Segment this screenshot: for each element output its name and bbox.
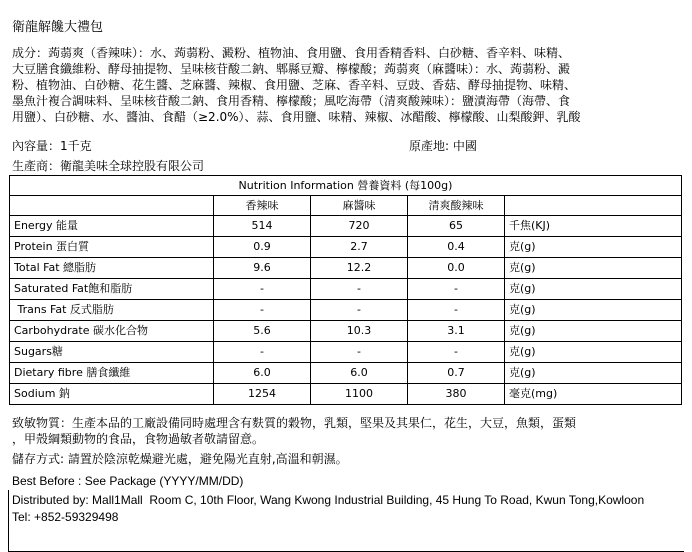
telephone: Tel: +852-59329498 [12, 510, 119, 524]
nutrient-unit: 克(g) [505, 321, 682, 342]
net-content: 內容量：1千克 [12, 139, 92, 153]
nutrient-label: Trans Fat 反式脂肪 [10, 300, 214, 321]
nutrient-value: - [311, 300, 408, 321]
allergen-notice [12, 415, 682, 447]
nutrient-value: 1100 [311, 384, 408, 405]
nutrient-row [10, 321, 682, 342]
nutrient-value: - [408, 342, 505, 363]
nutrient-value: - [408, 300, 505, 321]
country-of-origin: 原產地: 中國 [409, 139, 477, 153]
nutrient-row [10, 216, 682, 237]
nutrient-label: Dietary fibre 膳食纖維 [10, 363, 214, 384]
nutrient-row [10, 300, 682, 321]
nutrition-title-row [10, 176, 682, 196]
nutrient-value: 6.0 [214, 363, 311, 384]
nutrient-unit: 克(g) [505, 363, 682, 384]
ingredients-line: 粉、植物油、白砂糖、花生醬、芝麻醬、辣椒、食用鹽、芝麻、香辛料、豆豉、香菇、酵母抽提物、味精、 [12, 78, 577, 92]
allergen-line: ，甲殼綱類動物的食品，食物過敏者敬請留意。 [12, 432, 265, 446]
ingredients-line: 大豆膳食纖維粉、酵母抽提物、呈味核苷酸二鈉、郫縣豆瓣、檸檬酸；蒟蒻爽（麻醬味）：水、蒟蒻粉、澱 [12, 62, 571, 76]
nutrient-value: 12.2 [311, 258, 408, 279]
nutrition-table [9, 175, 682, 405]
header-blank [10, 196, 214, 216]
nutrient-unit: 克(g) [505, 342, 682, 363]
distributor: Distributed by: Mall1Mall Room C, 10th Floor, Wang Kwong Industrial Building, 45 Hung To Road, Kwun Tong,Kowloon [12, 493, 645, 507]
nutrient-row [10, 237, 682, 258]
nutrient-label: Protein 蛋白質 [10, 237, 214, 258]
ingredients-line: 用鹽）、白砂糖、水、醬油、食醋（≥2.0%）、蒜、食用鹽、味精、辣椒、冰醋酸、檸檬酸、山梨酸鉀、乳酸 [12, 110, 581, 124]
product-title: 衛龍解饞大禮包 [12, 20, 104, 35]
nutrient-value: - [311, 342, 408, 363]
nutrition-title: Nutrition Information 營養資料 (每100g) [10, 176, 682, 196]
nutrient-unit: 克(g) [505, 300, 682, 321]
nutrient-label: Total Fat 總脂肪 [10, 258, 214, 279]
flavor-header-row [10, 196, 682, 216]
nutrient-value: 2.7 [311, 237, 408, 258]
storage-instructions: 儲存方式: 請置於陰涼乾燥避光處，避免陽光直射,高溫和朝濕。 [12, 452, 348, 466]
nutrient-value: 380 [408, 384, 505, 405]
nutrient-unit: 克(g) [505, 258, 682, 279]
flavor-header: 麻醬味 [311, 196, 408, 216]
ingredients-line: 墨魚汁複合調味料、呈味核苷酸二鈉、食用香精、檸檬酸；風吃海帶（清爽酸辣味）：鹽漬海帶（海帶、食 [12, 94, 571, 108]
nutrient-label: Saturated Fat飽和脂肪 [10, 279, 214, 300]
nutrient-row [10, 384, 682, 405]
nutrient-label: Sodium 鈉 [10, 384, 214, 405]
nutrient-value: 0.4 [408, 237, 505, 258]
nutrient-row [10, 258, 682, 279]
nutrient-value: 10.3 [311, 321, 408, 342]
nutrient-value: 5.6 [214, 321, 311, 342]
ingredients-line: 成分：蒟蒻爽（香辣味）：水、蒟蒻粉、澱粉、植物油、食用鹽、食用香精香料、白砂糖、香辛料、味精、 [12, 46, 571, 60]
nutrient-value: 720 [311, 216, 408, 237]
nutrient-row [10, 279, 682, 300]
left-border-line [8, 490, 9, 552]
nutrient-unit: 毫克(mg) [505, 384, 682, 405]
nutrient-value: 0.7 [408, 363, 505, 384]
nutrient-unit: 克(g) [505, 237, 682, 258]
nutrient-unit: 克(g) [505, 279, 682, 300]
nutrient-row [10, 363, 682, 384]
nutrient-value: 1254 [214, 384, 311, 405]
nutrient-value: - [408, 279, 505, 300]
best-before: Best Before : See Package (YYYY/MM/DD) [12, 474, 244, 488]
nutrient-value: 514 [214, 216, 311, 237]
nutrient-value: 9.6 [214, 258, 311, 279]
nutrient-value: 0.9 [214, 237, 311, 258]
allergen-line: 致敏物質：生產本品的工廠設備同時處理含有麩質的穀物，乳類，堅果及其果仁，花生，大豆，魚類，蛋類 [12, 416, 577, 430]
nutrient-value: 0.0 [408, 258, 505, 279]
flavor-header: 清爽酸辣味 [408, 196, 505, 216]
nutrient-label: Carbohydrate 碳水化合物 [10, 321, 214, 342]
producer: 生產商：衛龍美味全球控股有限公司 [12, 159, 205, 173]
nutrient-label: Energy 能量 [10, 216, 214, 237]
nutrient-value: - [214, 300, 311, 321]
nutrient-row [10, 342, 682, 363]
header-blank [505, 196, 682, 216]
nutrient-unit: 千焦(KJ) [505, 216, 682, 237]
ingredients-block [12, 45, 672, 125]
nutrient-value: - [214, 279, 311, 300]
flavor-header: 香辣味 [214, 196, 311, 216]
nutrient-value: 6.0 [311, 363, 408, 384]
nutrient-value: 3.1 [408, 321, 505, 342]
nutrient-value: 65 [408, 216, 505, 237]
nutrient-label: Sugars糖 [10, 342, 214, 363]
nutrient-value: - [214, 342, 311, 363]
nutrient-value: - [311, 279, 408, 300]
